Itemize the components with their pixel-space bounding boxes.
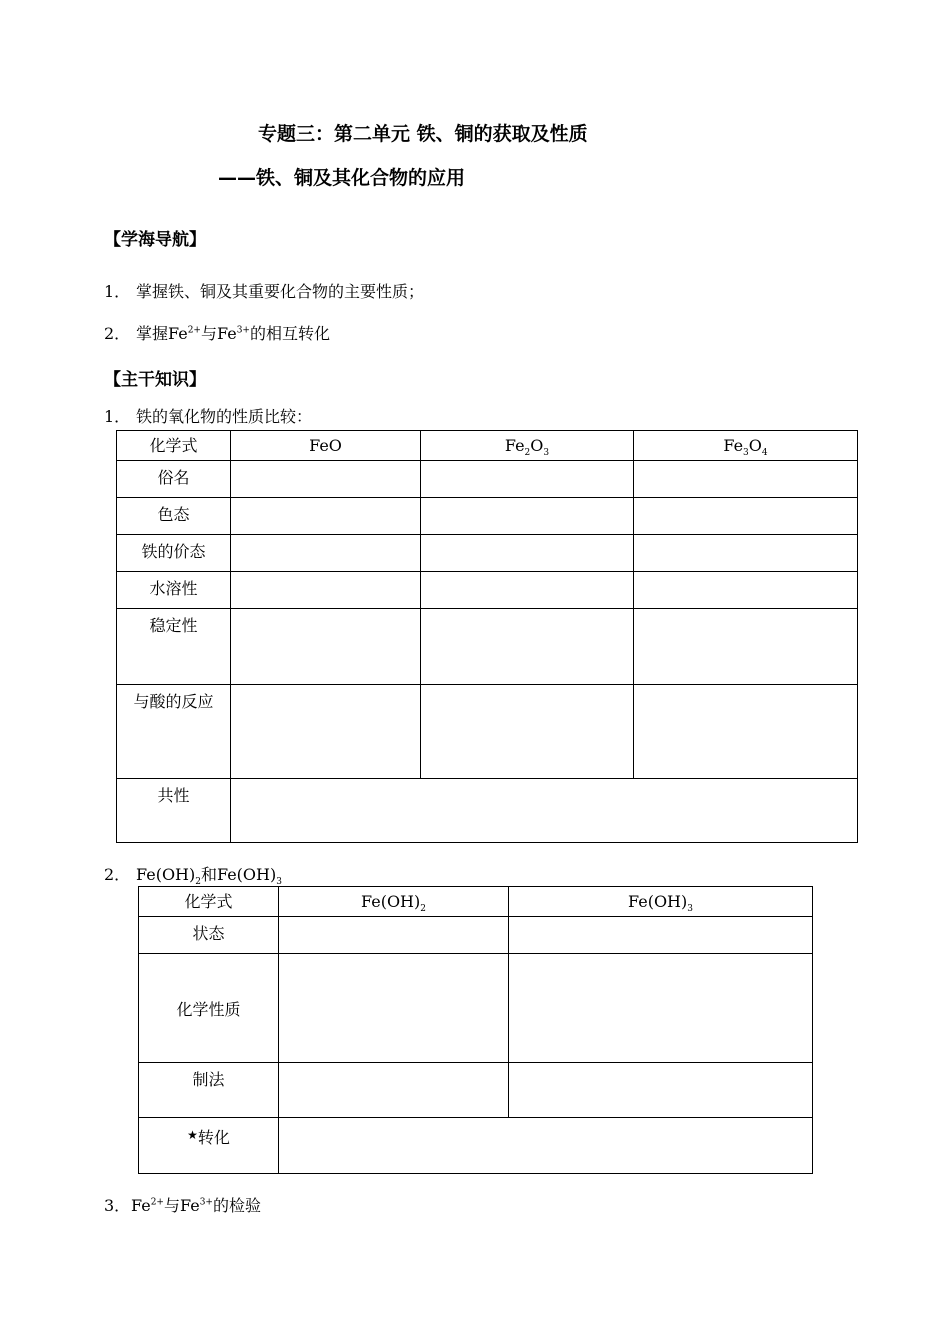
question-2-number: 2． [104,865,131,884]
header-formula: 化学式 [117,431,231,461]
row-label-preparation: 制法 [139,1063,279,1118]
section-heading-knowledge: 【主干知识】 [104,370,206,390]
table-cell[interactable] [279,954,509,1063]
table-cell[interactable] [231,572,421,609]
table-cell[interactable] [279,917,509,954]
table-row [117,609,858,685]
question-1-label [104,404,312,427]
section-heading-guide: 【学海导航】 [104,230,206,250]
guide-item-1-number: 1． [104,282,131,301]
table-cell[interactable] [279,1063,509,1118]
table-cell[interactable] [421,609,634,685]
table-cell[interactable] [634,498,858,535]
table-cell[interactable] [421,572,634,609]
guide-item-2 [104,321,330,344]
guide-item-2-sup-1: 2+ [187,325,201,336]
table-cell[interactable] [231,685,421,779]
table-row [117,535,858,572]
page-title: 专题三：第二单元 铁、铜的获取及性质 [258,123,588,145]
row-label-common-name: 俗名 [117,461,231,498]
header-fe-oh-2: $Fe(OH)_2$ [279,887,509,917]
table-cell[interactable] [634,572,858,609]
header-feo: FeO [231,431,421,461]
table-row [117,461,858,498]
table-cell[interactable] [231,461,421,498]
table-cell[interactable] [634,685,858,779]
guide-item-2-number: 2． [104,324,131,343]
row-label-chemical-properties: 化学性质 [139,954,279,1063]
iron-oxides-table [116,430,858,843]
header-fe-oh-3: $Fe(OH)_3$ [509,887,813,917]
guide-item-1 [104,279,424,302]
table-cell[interactable] [509,1063,813,1118]
table-row [117,431,858,461]
table-cell[interactable] [634,535,858,572]
row-label-stability: 稳定性 [117,609,231,685]
row-label-solubility: 水溶性 [117,572,231,609]
question-1-number: 1． [104,407,131,426]
header-fe2o3: $Fe_2O_3$ [421,431,634,461]
table-cell[interactable] [634,461,858,498]
table-cell[interactable] [509,917,813,954]
header-fe3o4: $Fe_3O_4$ [634,431,858,461]
guide-item-2-mid: 与Fe [200,324,237,343]
table-cell[interactable] [421,498,634,535]
table-row [139,887,813,917]
table-cell[interactable] [231,535,421,572]
row-label-color-state: 色态 [117,498,231,535]
table-row [139,954,813,1063]
header-formula: 化学式 [139,887,279,917]
question-1-text: 铁的氧化物的性质比较： [136,407,313,426]
star-icon: ★ [187,1128,198,1142]
table-row [139,1118,813,1174]
table-cell[interactable] [634,609,858,685]
guide-item-1-text: 掌握铁、铜及其重要化合物的主要性质； [136,282,425,301]
table-row [117,498,858,535]
page-subtitle: ——铁、铜及其化合物的应用 [218,167,466,189]
table-cell[interactable] [231,498,421,535]
row-label-conversion: ★转化 [139,1118,279,1174]
guide-item-2-pre: 掌握Fe [136,324,188,343]
table-cell[interactable] [421,535,634,572]
table-cell[interactable] [421,461,634,498]
row-label-valence: 铁的价态 [117,535,231,572]
table-cell[interactable] [421,685,634,779]
guide-item-2-sup-2: 3+ [236,325,250,336]
table-row [139,1063,813,1118]
table-cell[interactable] [509,954,813,1063]
question-3-number: 3． [104,1196,131,1215]
table-cell[interactable] [231,779,858,843]
iron-hydroxides-table [138,886,813,1174]
table-row [117,685,858,779]
table-row [117,572,858,609]
row-label-acid-reaction: 与酸的反应 [117,685,231,779]
guide-item-2-post: 的相互转化 [249,324,330,343]
table-row [139,917,813,954]
table-cell[interactable] [279,1118,813,1174]
row-label-state: 状态 [139,917,279,954]
question-3-label: 3．$Fe^{2+}$与$Fe^{3+}$的检验 [104,1193,261,1216]
table-row [117,779,858,843]
question-2-label: 2． $Fe(OH)_2$和$Fe(OH)_3$ [104,862,282,885]
row-label-commonality: 共性 [117,779,231,843]
table-cell[interactable] [231,609,421,685]
